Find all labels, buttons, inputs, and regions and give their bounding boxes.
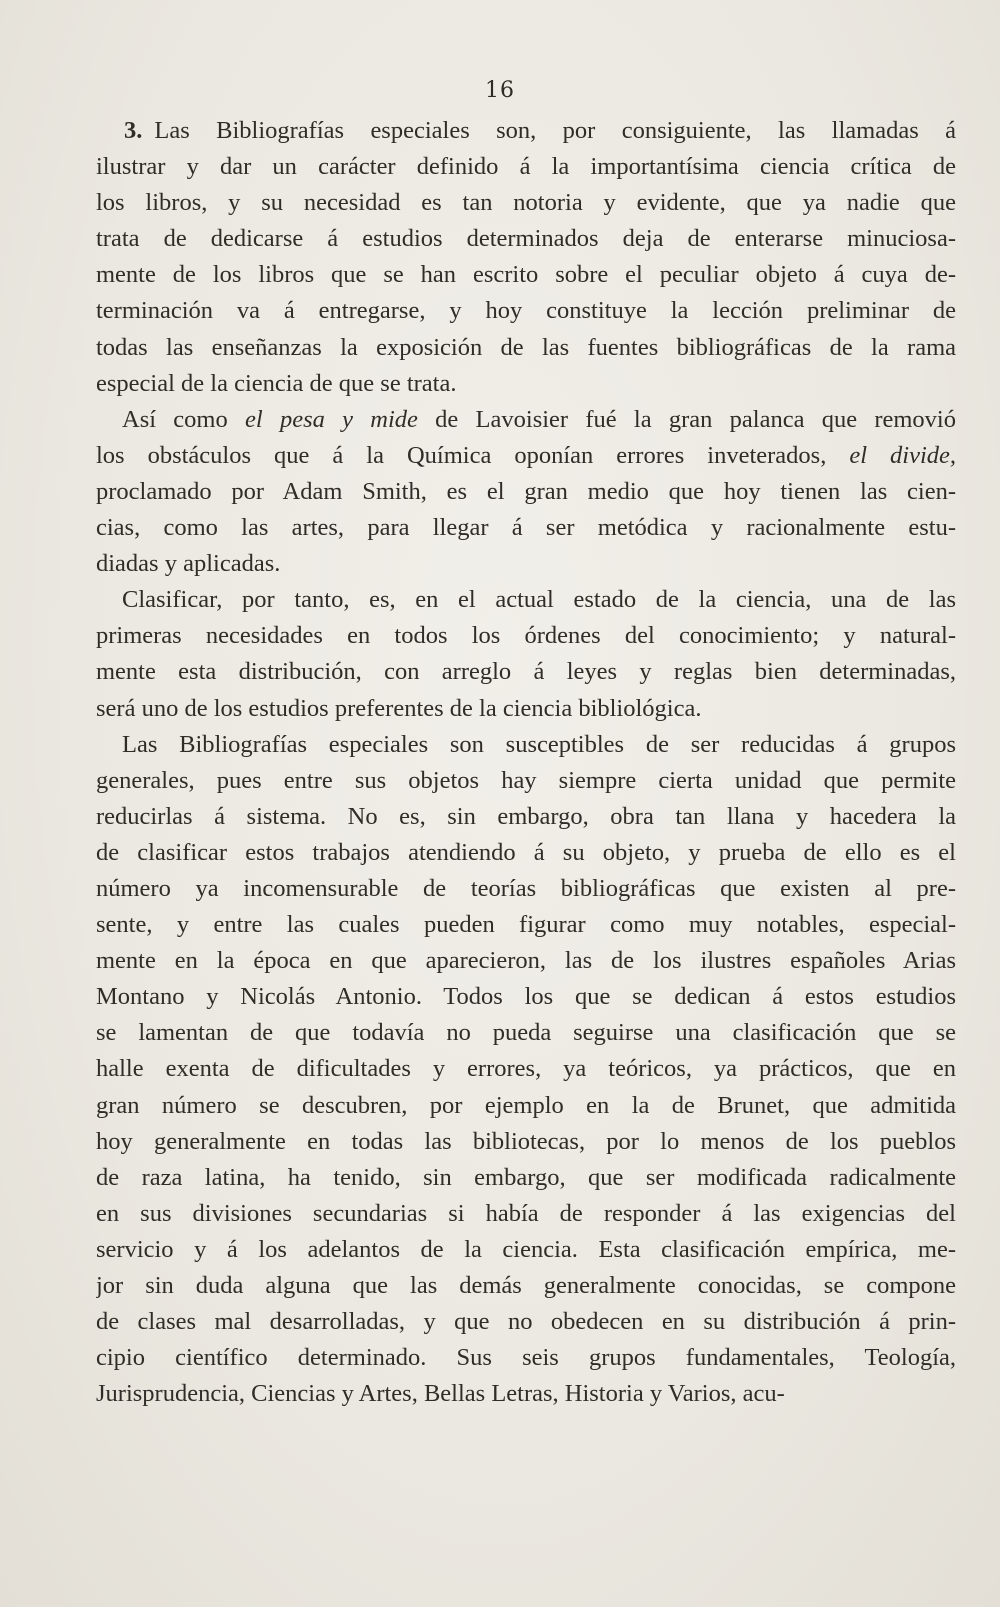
line-text: servicio y á los adelantos de la ciencia. Esta clasificación empírica, me- (96, 1235, 956, 1263)
text-line (96, 149, 956, 185)
text-line (96, 113, 956, 149)
line-text: de Lavoisier fué la gran palanca que removió (417, 405, 956, 433)
text-line (96, 438, 956, 474)
line-text: número ya incomensurable de teorías bibliográficas que existen al pre- (96, 874, 956, 902)
text-line (96, 1196, 956, 1232)
text-line (96, 979, 956, 1015)
line-text: diadas y aplicadas. (96, 550, 281, 578)
line-text: de raza latina, ha tenido, sin embargo, que ser modificada radicalmente (96, 1163, 956, 1191)
line-text: jor sin duda alguna que las demás generalmente conocidas, se compone (96, 1272, 956, 1299)
text-line (96, 1232, 956, 1268)
line-text: Las Bibliografías especiales son susceptibles de ser reducidas á grupos (122, 730, 956, 758)
line-text: se lamentan de que todavía no pueda seguirse una clasificación que se (96, 1019, 956, 1047)
line-text: mente en la época en que aparecieron, las de los ilustres españoles Arias (96, 947, 956, 975)
line-text: Clasificar, por tanto, es, en el actual estado de la ciencia, una de las (122, 586, 956, 614)
line-text: sente, y entre las cuales pueden figurar como muy notables, especial- (96, 911, 956, 939)
section-number: 3. (124, 117, 143, 144)
text-line (96, 582, 956, 618)
line-text: gran número se descubren, por ejemplo en la de Brunet, que admitida (96, 1091, 956, 1119)
text-line (96, 366, 956, 402)
text-line (96, 185, 956, 221)
text-line (96, 1376, 956, 1412)
line-text: todas las enseñanzas la exposición de las fuentes bibliográficas de la rama (96, 333, 956, 361)
line-text: cias, como las artes, para llegar á ser metódica y racionalmente estu- (96, 514, 956, 542)
text-line (96, 799, 956, 835)
line-text: Montano y Nicolás Antonio. Todos los que se dedican á estos estudios (96, 983, 956, 1011)
line-text: los libros, y su necesidad es tan notoria y evidente, que ya nadie que (96, 189, 956, 217)
text-line (96, 1015, 956, 1051)
text-line (96, 763, 956, 799)
paragraph-2 (96, 402, 956, 582)
line-text: de clases mal desarrolladas, y que no obedecen en su distribución á prin- (96, 1308, 956, 1336)
text-line (96, 330, 956, 366)
line-text: de clasificar estos trabajos atendiendo á su objeto, y prueba de ello es el (96, 838, 956, 866)
text-line (96, 1051, 956, 1087)
line-text: los obstáculos que á la Química oponían errores inveterados, (96, 441, 850, 469)
text-line (96, 546, 956, 582)
paragraph-1 (96, 113, 956, 402)
text-line (96, 1124, 956, 1160)
paragraph-4 (96, 727, 956, 1413)
text-line (96, 1304, 956, 1340)
line-text: Así como (122, 405, 245, 433)
line-text: Las Bibliografías especiales son, por consiguiente, las llamadas á (154, 117, 956, 144)
line-text: mente esta distribución, con arreglo á leyes y reglas bien determinadas, (96, 658, 956, 686)
text-line (96, 907, 956, 943)
text-line (96, 618, 956, 654)
line-text: será uno de los estudios preferentes de la ciencia bibliológica. (96, 694, 702, 722)
line-text: cipio científico determinado. Sus seis grupos fundamentales, Teología, (96, 1344, 956, 1372)
line-text: proclamado por Adam Smith, es el gran medio que hoy tienen las cien- (96, 477, 956, 505)
text-line (96, 510, 956, 546)
text-line (96, 654, 956, 690)
text-line (96, 871, 956, 907)
text-line (96, 257, 956, 293)
text-line (96, 1160, 956, 1196)
line-text: Jurisprudencia, Ciencias y Artes, Bellas Letras, Historia y Varios, acu- (96, 1380, 785, 1408)
line-text: mente de los libros que se han escrito sobre el peculiar objeto á cuya de- (96, 261, 956, 289)
text-line (96, 474, 956, 510)
italic-text: el pesa y mide (245, 405, 418, 433)
text-line (96, 1268, 956, 1304)
text-line (96, 1088, 956, 1124)
text-line (96, 691, 956, 727)
text-line (96, 835, 956, 871)
line-text: hoy generalmente en todas las bibliotecas, por lo menos de los pueblos (96, 1127, 956, 1155)
line-text: especial de la ciencia de que se trata. (96, 369, 457, 397)
italic-text: el divide, (849, 441, 956, 469)
line-text: primeras necesidades en todos los órdenes del conocimiento; y natural- (96, 622, 956, 650)
line-text: generales, pues entre sus objetos hay siempre cierta unidad que permite (96, 766, 956, 794)
text-line (96, 293, 956, 329)
text-line (96, 402, 956, 438)
line-text: reducirlas á sistema. No es, sin embargo, obra tan llana y hacedera la (96, 802, 956, 830)
line-text: ilustrar y dar un carácter definido á la importantísima ciencia crítica de (96, 153, 956, 181)
text-line (96, 943, 956, 979)
line-text: halle exenta de dificultades y errores, ya teóricos, ya prácticos, que en (96, 1055, 956, 1083)
line-text: trata de dedicarse á estudios determinados deja de enterarse minuciosa- (96, 225, 956, 253)
paragraph-3 (96, 582, 956, 726)
line-text: en sus divisiones secundarias si había de responder á las exigencias del (96, 1199, 956, 1227)
text-line (96, 1340, 956, 1376)
page-number: 16 (485, 78, 515, 103)
text-line (96, 727, 956, 763)
text-line (96, 221, 956, 257)
line-text: terminación va á entregarse, y hoy constituye la lección preliminar de (96, 297, 956, 325)
body-text (96, 113, 956, 1412)
